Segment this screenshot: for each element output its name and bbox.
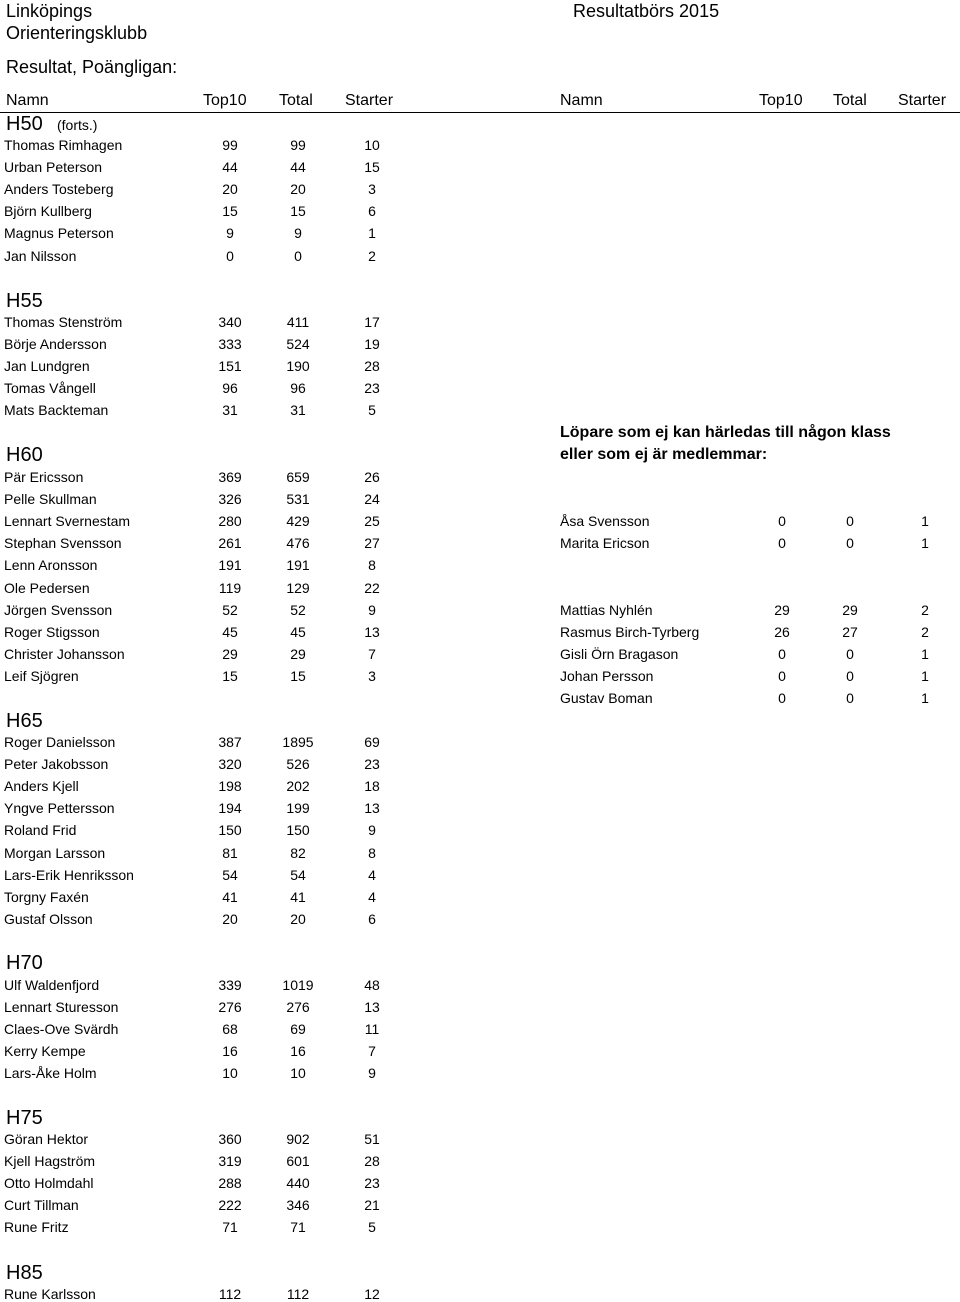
runner-name: Mats Backteman [4, 402, 109, 418]
col-header-starter-right: Starter [898, 92, 947, 109]
table-row [4, 580, 396, 596]
runner-name: Rune Fritz [4, 1219, 69, 1235]
col-header-starter-left: Starter [345, 92, 394, 109]
table-row [4, 1175, 396, 1191]
top10-points: 326 [218, 491, 242, 507]
runner-name: Morgan Larsson [4, 845, 106, 861]
starts-count: 9 [368, 822, 376, 838]
runner-name: Lennart Sturesson [4, 999, 119, 1015]
top10-points: 387 [218, 734, 242, 750]
table-row [4, 1065, 396, 1081]
top10-points: 81 [222, 845, 238, 861]
starts-count: 2 [921, 624, 929, 640]
starts-count: 1 [921, 535, 929, 551]
table-row [4, 402, 396, 418]
starts-count: 13 [364, 624, 380, 640]
starts-count: 24 [364, 491, 380, 507]
col-header-top10-right: Top10 [759, 92, 803, 109]
runner-name: Urban Peterson [4, 159, 103, 175]
runner-name: Roger Danielsson [4, 734, 116, 750]
top10-points: 0 [778, 646, 786, 662]
runner-name: Kjell Hagström [4, 1153, 96, 1169]
top10-points: 150 [218, 822, 242, 838]
runner-name: Roland Frid [4, 822, 77, 838]
top10-points: 20 [222, 181, 238, 197]
table-row [4, 822, 396, 838]
runner-name: Yngve Pettersson [4, 800, 115, 816]
table-row [4, 756, 396, 772]
starts-count: 23 [364, 380, 380, 396]
total-points: 411 [286, 314, 310, 330]
table-row [4, 999, 396, 1015]
starts-count: 13 [364, 800, 380, 816]
class-heading-h50: H50 [6, 113, 43, 135]
total-points: 0 [294, 248, 302, 264]
starts-count: 2 [921, 602, 929, 618]
runner-name: Ole Pedersen [4, 580, 90, 596]
runner-name: Rune Karlsson [4, 1286, 96, 1302]
table-row [4, 314, 396, 330]
top10-points: 194 [218, 800, 242, 816]
table-row [4, 867, 396, 883]
total-points: 10 [290, 1065, 306, 1081]
top10-points: 0 [226, 248, 234, 264]
table-row [4, 1197, 396, 1213]
starts-count: 23 [364, 756, 380, 772]
total-points: 16 [290, 1043, 306, 1059]
total-points: 41 [290, 889, 306, 905]
total-points: 190 [286, 358, 310, 374]
runner-name: Lars-Erik Henriksson [4, 867, 134, 883]
top10-points: 26 [774, 624, 790, 640]
runner-name: Jan Lundgren [4, 358, 90, 374]
table-row [4, 911, 396, 927]
starts-count: 15 [364, 159, 380, 175]
starts-count: 8 [368, 845, 376, 861]
table-row [4, 1219, 396, 1235]
col-header-top10-left: Top10 [203, 92, 247, 109]
runner-name: Thomas Stenström [4, 314, 123, 330]
total-points: 112 [286, 1286, 310, 1302]
starts-count: 27 [364, 535, 380, 551]
starts-count: 28 [364, 358, 380, 374]
starts-count: 5 [368, 1219, 376, 1235]
runner-name: Torgny Faxén [4, 889, 89, 905]
top10-points: 54 [222, 867, 238, 883]
total-points: 82 [290, 845, 306, 861]
runner-name: Jörgen Svensson [4, 602, 113, 618]
total-points: 346 [286, 1197, 310, 1213]
table-row [4, 248, 396, 264]
starts-count: 51 [364, 1131, 380, 1147]
unclassified-note-line1: Löpare som ej kan härledas till någon klass [560, 424, 891, 441]
runner-name: Göran Hektor [4, 1131, 89, 1147]
total-points: 31 [290, 402, 306, 418]
table-row [4, 646, 396, 662]
starts-count: 1 [921, 513, 929, 529]
table-row [4, 557, 396, 573]
top10-points: 29 [774, 602, 790, 618]
total-points: 150 [286, 822, 310, 838]
top10-points: 319 [218, 1153, 242, 1169]
runner-name: Roger Stigsson [4, 624, 100, 640]
top10-points: 369 [218, 469, 242, 485]
table-row [4, 225, 396, 241]
runner-name: Gustav Boman [560, 690, 653, 706]
table-row [560, 602, 960, 618]
runner-name: Pelle Skullman [4, 491, 97, 507]
club-name-line2: Orienteringsklubb [6, 23, 148, 43]
starts-count: 9 [368, 602, 376, 618]
total-points: 96 [290, 380, 306, 396]
top10-points: 45 [222, 624, 238, 640]
header-divider [0, 112, 960, 113]
runner-name: Mattias Nyhlén [560, 602, 653, 618]
table-row [4, 203, 396, 219]
top10-points: 31 [222, 402, 238, 418]
starts-count: 17 [364, 314, 380, 330]
total-points: 0 [846, 535, 854, 551]
table-row [4, 734, 396, 750]
top10-points: 99 [222, 137, 238, 153]
top10-points: 68 [222, 1021, 238, 1037]
club-name-line1: Linköpings [6, 1, 93, 21]
top10-points: 340 [218, 314, 242, 330]
table-row [4, 358, 396, 374]
col-header-total-right: Total [833, 92, 867, 109]
total-points: 531 [286, 491, 310, 507]
total-points: 440 [286, 1175, 310, 1191]
top10-points: 339 [218, 977, 242, 993]
top10-points: 280 [218, 513, 242, 529]
total-points: 191 [286, 557, 310, 573]
total-points: 659 [286, 469, 310, 485]
total-points: 0 [846, 668, 854, 684]
table-row [4, 1043, 396, 1059]
total-points: 1019 [282, 977, 314, 993]
starts-count: 69 [364, 734, 380, 750]
runner-name: Jan Nilsson [4, 248, 77, 264]
runner-name: Lars-Åke Holm [4, 1065, 97, 1081]
top10-points: 52 [222, 602, 238, 618]
runner-name: Thomas Rimhagen [4, 137, 123, 153]
total-points: 45 [290, 624, 306, 640]
starts-count: 26 [364, 469, 380, 485]
total-points: 0 [846, 646, 854, 662]
total-points: 27 [842, 624, 858, 640]
starts-count: 1 [921, 690, 929, 706]
total-points: 71 [290, 1219, 306, 1235]
runner-name: Rasmus Birch-Tyrberg [560, 624, 700, 640]
starts-count: 5 [368, 402, 376, 418]
table-row [4, 380, 396, 396]
runner-name: Otto Holmdahl [4, 1175, 94, 1191]
top10-points: 71 [222, 1219, 238, 1235]
top10-points: 276 [218, 999, 242, 1015]
table-row [4, 1131, 396, 1147]
top10-points: 191 [218, 557, 242, 573]
total-points: 129 [286, 580, 310, 596]
table-row [4, 336, 396, 352]
starts-count: 2 [368, 248, 376, 264]
runner-name: Leif Sjögren [4, 668, 79, 684]
total-points: 29 [290, 646, 306, 662]
starts-count: 19 [364, 336, 380, 352]
total-points: 29 [842, 602, 858, 618]
table-row [4, 668, 396, 684]
total-points: 429 [286, 513, 310, 529]
col-header-total-left: Total [279, 92, 313, 109]
runner-name: Kerry Kempe [4, 1043, 86, 1059]
total-points: 9 [294, 225, 302, 241]
starts-count: 3 [368, 668, 376, 684]
starts-count: 10 [364, 137, 380, 153]
top10-points: 360 [218, 1131, 242, 1147]
table-row [4, 778, 396, 794]
table-row [4, 513, 396, 529]
table-row [4, 602, 396, 618]
top10-points: 261 [218, 535, 242, 551]
runner-name: Johan Persson [560, 668, 654, 684]
top10-points: 15 [222, 668, 238, 684]
starts-count: 7 [368, 1043, 376, 1059]
total-points: 52 [290, 602, 306, 618]
col-header-name-right: Namn [560, 92, 603, 109]
top10-points: 10 [222, 1065, 238, 1081]
runner-name: Anders Kjell [4, 778, 79, 794]
total-points: 601 [286, 1153, 310, 1169]
top10-points: 20 [222, 911, 238, 927]
starts-count: 28 [364, 1153, 380, 1169]
page-title: Resultatbörs 2015 [573, 1, 720, 21]
total-points: 15 [290, 668, 306, 684]
total-points: 1895 [282, 734, 314, 750]
runner-name: Anders Tosteberg [4, 181, 114, 197]
table-row [4, 1286, 396, 1302]
table-row [4, 889, 396, 905]
top10-points: 119 [218, 580, 242, 596]
runner-name: Pär Ericsson [4, 469, 84, 485]
total-points: 524 [286, 336, 310, 352]
table-row [4, 1153, 396, 1169]
starts-count: 25 [364, 513, 380, 529]
runner-name: Lennart Svernestam [4, 513, 131, 529]
top10-points: 222 [218, 1197, 242, 1213]
starts-count: 6 [368, 911, 376, 927]
total-points: 202 [286, 778, 310, 794]
table-row [4, 800, 396, 816]
starts-count: 18 [364, 778, 380, 794]
total-points: 44 [290, 159, 306, 175]
top10-points: 0 [778, 535, 786, 551]
top10-points: 0 [778, 513, 786, 529]
total-points: 276 [286, 999, 310, 1015]
starts-count: 21 [364, 1197, 380, 1213]
top10-points: 0 [778, 690, 786, 706]
runner-name: Tomas Vångell [4, 380, 96, 396]
starts-count: 23 [364, 1175, 380, 1191]
total-points: 69 [290, 1021, 306, 1037]
runner-name: Marita Ericson [560, 535, 650, 551]
total-points: 54 [290, 867, 306, 883]
table-row [560, 513, 960, 529]
starts-count: 7 [368, 646, 376, 662]
runner-name: Curt Tillman [4, 1197, 79, 1213]
starts-count: 1 [368, 225, 376, 241]
table-row [560, 668, 960, 684]
starts-count: 1 [921, 646, 929, 662]
class-heading-h85: H85 [6, 1262, 43, 1284]
runner-name: Åsa Svensson [560, 513, 650, 529]
table-row [4, 845, 396, 861]
total-points: 20 [290, 181, 306, 197]
runner-name: Björn Kullberg [4, 203, 92, 219]
starts-count: 9 [368, 1065, 376, 1081]
table-row [4, 159, 396, 175]
runner-name: Börje Andersson [4, 336, 107, 352]
starts-count: 22 [364, 580, 380, 596]
top10-points: 333 [218, 336, 242, 352]
starts-count: 8 [368, 557, 376, 573]
total-points: 99 [290, 137, 306, 153]
class-heading-h70: H70 [6, 952, 43, 974]
starts-count: 48 [364, 977, 380, 993]
class-heading-h60: H60 [6, 444, 43, 466]
top10-points: 41 [222, 889, 238, 905]
table-row [4, 624, 396, 640]
unclassified-note-line2: eller som ej är medlemmar: [560, 446, 768, 463]
starts-count: 13 [364, 999, 380, 1015]
table-row [4, 469, 396, 485]
top10-points: 9 [226, 225, 234, 241]
starts-count: 4 [368, 889, 376, 905]
total-points: 0 [846, 690, 854, 706]
starts-count: 3 [368, 181, 376, 197]
top10-points: 96 [222, 380, 238, 396]
runner-name: Lenn Aronsson [4, 557, 98, 573]
table-row [560, 690, 960, 706]
table-row [4, 491, 396, 507]
table-row [560, 646, 960, 662]
starts-count: 11 [364, 1021, 380, 1037]
table-row [560, 624, 960, 640]
runner-name: Peter Jakobsson [4, 756, 109, 772]
starts-count: 12 [364, 1286, 380, 1302]
top10-points: 15 [222, 203, 238, 219]
top10-points: 16 [222, 1043, 238, 1059]
top10-points: 29 [222, 646, 238, 662]
total-points: 476 [286, 535, 310, 551]
runner-name: Christer Johansson [4, 646, 125, 662]
total-points: 0 [846, 513, 854, 529]
runner-name: Gustaf Olsson [4, 911, 93, 927]
top10-points: 0 [778, 668, 786, 684]
table-row [4, 137, 396, 153]
top10-points: 44 [222, 159, 238, 175]
class-heading-h65: H65 [6, 710, 43, 732]
total-points: 20 [290, 911, 306, 927]
table-row [560, 535, 960, 551]
table-row [4, 181, 396, 197]
top10-points: 320 [218, 756, 242, 772]
total-points: 526 [286, 756, 310, 772]
runner-name: Gisli Örn Bragason [560, 646, 679, 662]
starts-count: 1 [921, 668, 929, 684]
starts-count: 6 [368, 203, 376, 219]
section-subtitle: Resultat, Poängligan: [6, 57, 178, 77]
top10-points: 288 [218, 1175, 242, 1191]
class-continued-label: (forts.) [57, 117, 98, 133]
runner-name: Ulf Waldenfjord [4, 977, 100, 993]
top10-points: 112 [218, 1286, 242, 1302]
table-row [4, 1021, 396, 1037]
runner-name: Claes-Ove Svärdh [4, 1021, 119, 1037]
total-points: 15 [290, 203, 306, 219]
class-heading-h75: H75 [6, 1107, 43, 1129]
table-row [4, 977, 396, 993]
total-points: 902 [286, 1131, 310, 1147]
total-points: 199 [286, 800, 310, 816]
runner-name: Stephan Svensson [4, 535, 122, 551]
col-header-name-left: Namn [6, 92, 49, 109]
runner-name: Magnus Peterson [4, 225, 114, 241]
class-heading-h55: H55 [6, 290, 43, 312]
table-row [4, 535, 396, 551]
top10-points: 151 [218, 358, 242, 374]
starts-count: 4 [368, 867, 376, 883]
top10-points: 198 [218, 778, 242, 794]
